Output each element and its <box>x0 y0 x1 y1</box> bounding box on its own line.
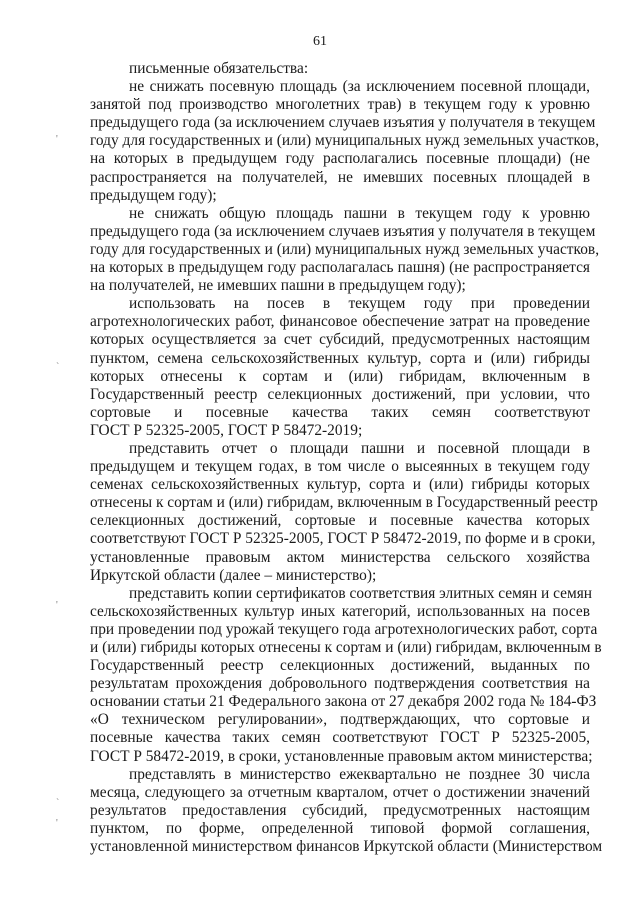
text-line: на которых в предыдущем году располагалась пашня) (не распространяется <box>90 259 590 277</box>
text-line: агротехнологических работ, финансовое обеспечение затрат на проведение <box>90 313 590 331</box>
text-line: предыдущем году); <box>90 186 217 204</box>
text-line: представить отчет о площади пашни и посевной площади в <box>129 439 590 457</box>
paragraph <box>90 765 603 856</box>
paragraph <box>90 295 590 440</box>
text-line: предыдущего года (за исключением случаев изъятия у получателя в текущем <box>90 114 596 132</box>
text-line: установленные правовым актом министерства сельского хозяйства <box>90 548 590 566</box>
text-line: предыдущем и текущем годах, в том числе о высеянных в текущем году <box>90 458 590 476</box>
text-line: Государственный реестр селекционных достижений, выданных по <box>90 657 590 675</box>
text-line: году для государственных и (или) муниципальных нужд земельных участков, <box>90 132 600 150</box>
page-number: 61 <box>313 34 327 49</box>
paragraph <box>90 439 598 585</box>
paragraph <box>90 60 590 78</box>
text-line: установленной министерством финансов Иркутской области (Министерством <box>90 838 603 856</box>
text-line: ГОСТ Р 58472-2019, в сроки, установленные правовым актом министерства; <box>90 747 593 765</box>
text-line: которых осуществляется за счет субсидий, предусмотренных настоящим <box>90 331 590 349</box>
text-line: ГОСТ Р 52325-2005, ГОСТ Р 58472-2019; <box>90 421 363 439</box>
text-line: «О техническом регулировании», подтверждающих, что сортовые и <box>90 711 590 729</box>
text-line: занятой под производство многолетних трав) в текущем году к уровню <box>90 96 590 114</box>
text-line: распространяется на получателей, не имевших посевных площадей в <box>90 168 590 186</box>
text-line: отнесены к сортам и (или) гибридам, включенным в Государственный реестр <box>90 494 598 512</box>
text-line: представлять в министерство ежеквартально не позднее 30 числа <box>129 765 590 783</box>
margin-mark: ` <box>56 362 60 373</box>
paragraph <box>90 204 600 295</box>
text-line: сельскохозяйственных культур иных категорий, использованных на посев <box>90 602 590 620</box>
text-line: селекционных достижений, сортовые и посевные качества которых <box>90 512 590 530</box>
text-line: Государственный реестр селекционных достижений, при условии, что <box>90 385 590 403</box>
text-line: результатов предоставления субсидий, предусмотренных настоящим <box>90 801 590 819</box>
text-line: которых отнесены к сортам и (или) гибридам, включенным в <box>90 367 590 385</box>
document-body <box>90 60 603 856</box>
margin-mark: ` <box>56 798 60 809</box>
text-line: результатам прохождения добровольного подтверждения соответствия на <box>90 675 590 693</box>
text-line: и (или) гибриды которых отнесены к сортам и (или) гибридам, включенным в <box>90 639 602 656</box>
margin-mark: ' <box>56 134 58 145</box>
text-line: не снижать посевную площадь (за исключением посевной площади, <box>129 78 590 96</box>
margin-mark: ' <box>56 818 58 829</box>
text-line: пунктом, по форме, определенной типовой формой соглашения, <box>90 819 590 837</box>
text-line: основании статьи 21 Федерального закона от 27 декабря 2002 года № 184-ФЗ <box>90 693 597 711</box>
text-line: пунктом, семена сельскохозяйственных культур, сорта и (или) гибриды <box>90 349 590 367</box>
text-line: на которых в предыдущем году располагались посевные площади) (не <box>90 150 590 168</box>
text-line: году для государственных и (или) муниципальных нужд земельных участков, <box>90 240 600 258</box>
margin-mark: ' <box>56 600 58 611</box>
text-line: на получателей, не имевших пашни в предыдущем году); <box>90 277 466 295</box>
paragraph <box>90 584 602 766</box>
text-line: письменные обязательства: <box>129 60 309 77</box>
text-line: при проведении под урожай текущего года агротехнологических работ, сорта <box>90 620 598 638</box>
text-line: посевные качества таких семян соответствуют ГОСТ Р 52325-2005, <box>90 729 590 747</box>
text-line: соответствуют ГОСТ Р 52325-2005, ГОСТ Р 58472-2019, по форме и в сроки, <box>90 530 596 548</box>
text-line: использовать на посев в текущем году при проведении <box>129 295 590 313</box>
text-line: представить копии сертификатов соответствия элитных семян и семян <box>129 584 593 602</box>
text-line: сортовые и посевные качества таких семян соответствуют <box>90 403 590 421</box>
text-line: не снижать общую площадь пашни в текущем году к уровню <box>129 204 590 222</box>
paragraph <box>90 78 600 205</box>
text-line: Иркутской области (далее – министерство); <box>90 566 377 584</box>
text-line: семенах сельскохозяйственных культур, сорта и (или) гибриды которых <box>90 476 590 494</box>
text-line: месяца, следующего за отчетным кварталом, отчет о достижении значений <box>90 783 590 801</box>
text-line: предыдущего года (за исключением случаев изъятия у получателя в текущем <box>90 222 596 240</box>
